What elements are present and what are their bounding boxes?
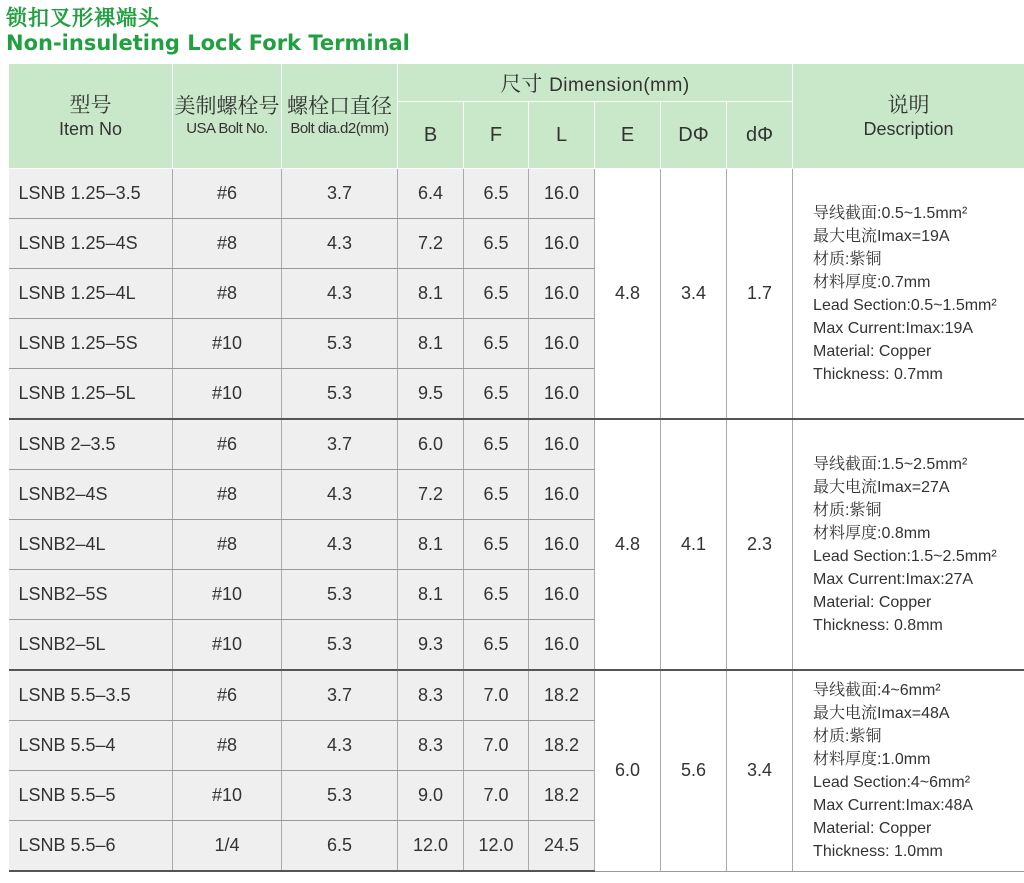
- description-line: 导线截面:0.5~1.5mm²: [813, 204, 968, 222]
- description-line: 最大电流Imax=27A: [813, 478, 950, 496]
- cell-bolt: #8: [173, 470, 282, 520]
- cell-dphi-small: 3.4: [727, 670, 793, 871]
- header-l: L: [529, 102, 595, 169]
- cell-bolt: #8: [173, 269, 282, 319]
- description-line: 最大电流Imax=48A: [813, 704, 950, 722]
- cell-dphi-small: 1.7: [727, 169, 793, 420]
- cell-l: 16.0: [529, 269, 595, 319]
- table-row: [9, 169, 1024, 219]
- cell-l: 18.2: [529, 721, 595, 771]
- cell-bolt: #6: [173, 419, 282, 470]
- page-title-en: Non-insuleting Lock Fork Terminal: [6, 31, 410, 55]
- cell-f: 6.5: [464, 620, 529, 671]
- cell-item: LSNB 1.25–4L: [9, 269, 173, 319]
- header-bolt: 美制螺栓号 USA Bolt No.: [173, 64, 282, 169]
- cell-bolt: #8: [173, 219, 282, 269]
- cell-description: [793, 419, 1024, 670]
- cell-item: LSNB 5.5–4: [9, 721, 173, 771]
- cell-f: 6.5: [464, 219, 529, 269]
- description-line: Max Current:Imax:48A: [813, 796, 974, 814]
- cell-b: 7.2: [398, 219, 464, 269]
- cell-dphi: 5.6: [661, 670, 727, 871]
- description-line: 材质:紫铜: [813, 501, 882, 519]
- cell-l: 24.5: [529, 821, 595, 872]
- description-line: Thickness: 0.7mm: [813, 365, 943, 383]
- cell-dia: 3.7: [282, 670, 398, 721]
- cell-bolt: #10: [173, 369, 282, 420]
- cell-dia: 5.3: [282, 570, 398, 620]
- cell-l: 16.0: [529, 520, 595, 570]
- table-body: [9, 169, 1024, 872]
- cell-b: 8.1: [398, 269, 464, 319]
- cell-dia: 5.3: [282, 369, 398, 420]
- description-line: Material: Copper: [813, 342, 932, 360]
- description-line: 材质:紫铜: [813, 727, 882, 745]
- cell-item: LSNB 1.25–5L: [9, 369, 173, 420]
- table-header: [9, 64, 1024, 169]
- description-line: Max Current:Imax:27A: [813, 570, 974, 588]
- description-line: 材料厚度:0.7mm: [813, 273, 931, 291]
- cell-f: 6.5: [464, 319, 529, 369]
- cell-b: 8.3: [398, 721, 464, 771]
- cell-item: LSNB 1.25–4S: [9, 219, 173, 269]
- cell-b: 9.5: [398, 369, 464, 420]
- cell-bolt: #8: [173, 721, 282, 771]
- cell-f: 7.0: [464, 771, 529, 821]
- cell-l: 16.0: [529, 470, 595, 520]
- cell-f: 6.5: [464, 369, 529, 420]
- cell-dia: 5.3: [282, 319, 398, 369]
- cell-f: 7.0: [464, 721, 529, 771]
- description-line: 材料厚度:0.8mm: [813, 524, 931, 542]
- cell-bolt: 1/4: [173, 821, 282, 872]
- description-line: Lead Section:1.5~2.5mm²: [813, 547, 997, 565]
- description-line: 材质:紫铜: [813, 250, 882, 268]
- header-e: E: [595, 102, 661, 169]
- cell-item: LSNB 1.25–5S: [9, 319, 173, 369]
- cell-bolt: #10: [173, 620, 282, 671]
- cell-dphi: 3.4: [661, 169, 727, 420]
- cell-f: 6.5: [464, 520, 529, 570]
- header-dia: 螺栓口直径 Bolt dia.d2(mm): [282, 64, 398, 169]
- description-line: Thickness: 0.8mm: [813, 616, 943, 634]
- cell-l: 18.2: [529, 670, 595, 721]
- spec-table: [8, 63, 1024, 872]
- cell-dia: 4.3: [282, 269, 398, 319]
- cell-b: 8.1: [398, 570, 464, 620]
- cell-l: 18.2: [529, 771, 595, 821]
- cell-b: 6.0: [398, 419, 464, 470]
- cell-bolt: #6: [173, 670, 282, 721]
- cell-bolt: #10: [173, 570, 282, 620]
- cell-dia: 5.3: [282, 771, 398, 821]
- description-line: Max Current:Imax:19A: [813, 319, 974, 337]
- cell-dia: 5.3: [282, 620, 398, 671]
- header-dphi: DΦ: [661, 102, 727, 169]
- cell-dia: 4.3: [282, 470, 398, 520]
- cell-b: 8.1: [398, 319, 464, 369]
- cell-item: LSNB2–4L: [9, 520, 173, 570]
- description-line: 最大电流Imax=19A: [813, 227, 950, 245]
- header-dphi-small: dΦ: [727, 102, 793, 169]
- description-line: Thickness: 1.0mm: [813, 842, 943, 860]
- cell-f: 6.5: [464, 470, 529, 520]
- cell-bolt: #10: [173, 771, 282, 821]
- description-line: 材料厚度:1.0mm: [813, 750, 931, 768]
- table-row: [9, 670, 1024, 721]
- cell-description: [793, 169, 1024, 420]
- cell-f: 6.5: [464, 269, 529, 319]
- cell-e: 4.8: [595, 419, 661, 670]
- cell-l: 16.0: [529, 419, 595, 470]
- cell-f: 6.5: [464, 419, 529, 470]
- cell-l: 16.0: [529, 620, 595, 671]
- cell-dia: 6.5: [282, 821, 398, 872]
- description-line: 导线截面:1.5~2.5mm²: [813, 455, 968, 473]
- cell-bolt: #10: [173, 319, 282, 369]
- cell-l: 16.0: [529, 319, 595, 369]
- page-title-cn: 锁扣叉形裸端头: [6, 6, 160, 30]
- cell-item: LSNB2–5L: [9, 620, 173, 671]
- cell-dphi: 4.1: [661, 419, 727, 670]
- cell-dia: 4.3: [282, 219, 398, 269]
- cell-item: LSNB2–4S: [9, 470, 173, 520]
- cell-dia: 4.3: [282, 520, 398, 570]
- cell-b: 8.3: [398, 670, 464, 721]
- cell-description: [793, 670, 1024, 871]
- cell-dia: 4.3: [282, 721, 398, 771]
- cell-bolt: #6: [173, 169, 282, 219]
- header-description: 说明 Description: [793, 64, 1024, 169]
- cell-item: LSNB 5.5–6: [9, 821, 173, 872]
- cell-f: 6.5: [464, 169, 529, 219]
- cell-e: 4.8: [595, 169, 661, 420]
- header-dimension: 尺寸 Dimension(mm): [398, 64, 793, 102]
- cell-item: LSNB 5.5–5: [9, 771, 173, 821]
- description-line: Material: Copper: [813, 819, 932, 837]
- cell-b: 9.0: [398, 771, 464, 821]
- description-line: Material: Copper: [813, 593, 932, 611]
- cell-dphi-small: 2.3: [727, 419, 793, 670]
- cell-b: 8.1: [398, 520, 464, 570]
- cell-e: 6.0: [595, 670, 661, 871]
- description-line: Lead Section:4~6mm²: [813, 773, 971, 791]
- cell-f: 7.0: [464, 670, 529, 721]
- cell-item: LSNB 1.25–3.5: [9, 169, 173, 219]
- cell-dia: 3.7: [282, 419, 398, 470]
- cell-item: LSNB2–5S: [9, 570, 173, 620]
- cell-b: 12.0: [398, 821, 464, 872]
- cell-bolt: #8: [173, 520, 282, 570]
- cell-item: LSNB 5.5–3.5: [9, 670, 173, 721]
- cell-b: 6.4: [398, 169, 464, 219]
- cell-l: 16.0: [529, 169, 595, 219]
- cell-b: 9.3: [398, 620, 464, 671]
- cell-l: 16.0: [529, 369, 595, 420]
- cell-f: 12.0: [464, 821, 529, 872]
- cell-l: 16.0: [529, 570, 595, 620]
- header-b: B: [398, 102, 464, 169]
- description-line: Lead Section:0.5~1.5mm²: [813, 296, 997, 314]
- table-row: [9, 419, 1024, 470]
- cell-dia: 3.7: [282, 169, 398, 219]
- cell-f: 6.5: [464, 570, 529, 620]
- header-f: F: [464, 102, 529, 169]
- header-item: 型号 Item No: [9, 64, 173, 169]
- cell-b: 7.2: [398, 470, 464, 520]
- cell-item: LSNB 2–3.5: [9, 419, 173, 470]
- cell-l: 16.0: [529, 219, 595, 269]
- description-line: 导线截面:4~6mm²: [813, 681, 941, 699]
